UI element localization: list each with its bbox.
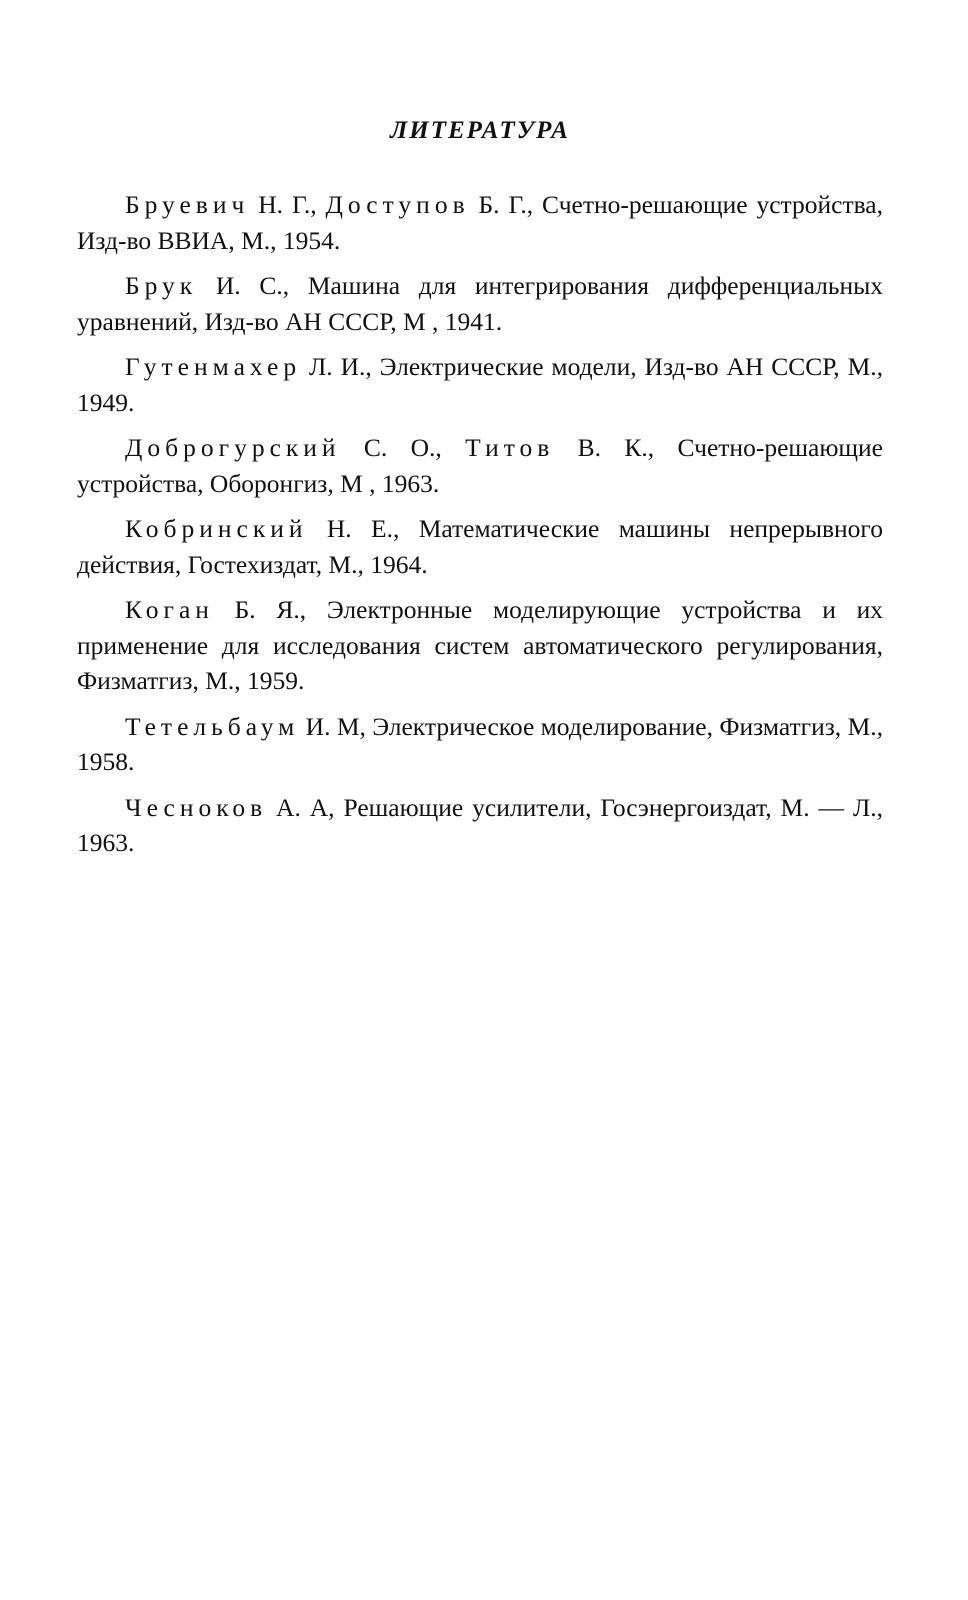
reference-item xyxy=(77,187,883,258)
reference-text: И. М, Электрическое моделирование, Физматгиз, М., 1958. xyxy=(77,711,883,776)
reference-author: Гутенмахер xyxy=(125,352,302,381)
reference-text-2: Б. Г., Счетно-решающие устройства, Изд-во ВВИА, М., 1954. xyxy=(77,190,884,255)
reference-author: Коган xyxy=(125,595,214,624)
reference-text: И. С., Машина для интегрирования дифференциальных уравнений, Изд-во АН СССР, М , 1941. xyxy=(77,271,883,336)
reference-item xyxy=(77,430,883,501)
reference-text: Л. И., Электрические модели, Изд-во АН СССР, М., 1949. xyxy=(77,352,883,417)
reference-text: А. А, Решающие усилители, Госэнергоиздат, М. — Л., 1963. xyxy=(77,792,883,857)
reference-author: Бруевич xyxy=(125,190,250,219)
reference-author: Чесноков xyxy=(125,792,268,822)
reference-item xyxy=(77,511,883,582)
reference-item xyxy=(77,268,883,339)
reference-item xyxy=(77,592,883,699)
reference-author: Тетельбаум xyxy=(125,711,300,741)
reference-author: Брук xyxy=(125,271,198,300)
page-title: ЛИТЕРАТУРА xyxy=(390,117,570,144)
reference-author: Доброгурский xyxy=(125,433,341,462)
reference-author-2: Титов xyxy=(465,433,555,462)
reference-text: Н. Е., Математические машины непрерывного действия, Гостехиздат, М., 1964. xyxy=(77,514,883,579)
reference-text-2: В. К., Счетно-решающие устройства, Оборонгиз, М , 1963. xyxy=(77,433,883,498)
reference-author-2: Доступов xyxy=(325,190,470,219)
reference-item xyxy=(77,349,883,420)
reference-text: Н. Г., xyxy=(249,190,326,219)
reference-author: Кобринский xyxy=(125,514,308,543)
reference-item xyxy=(77,790,883,861)
reference-list xyxy=(77,187,883,861)
reference-text: Б. Я., Электронные моделирующие устройства и их применение для исследования систем автоматического регулирования, Физматгиз, М., 1959. xyxy=(77,595,883,695)
reference-item xyxy=(77,709,883,780)
page xyxy=(77,118,883,871)
reference-text: С. О., xyxy=(340,433,466,462)
